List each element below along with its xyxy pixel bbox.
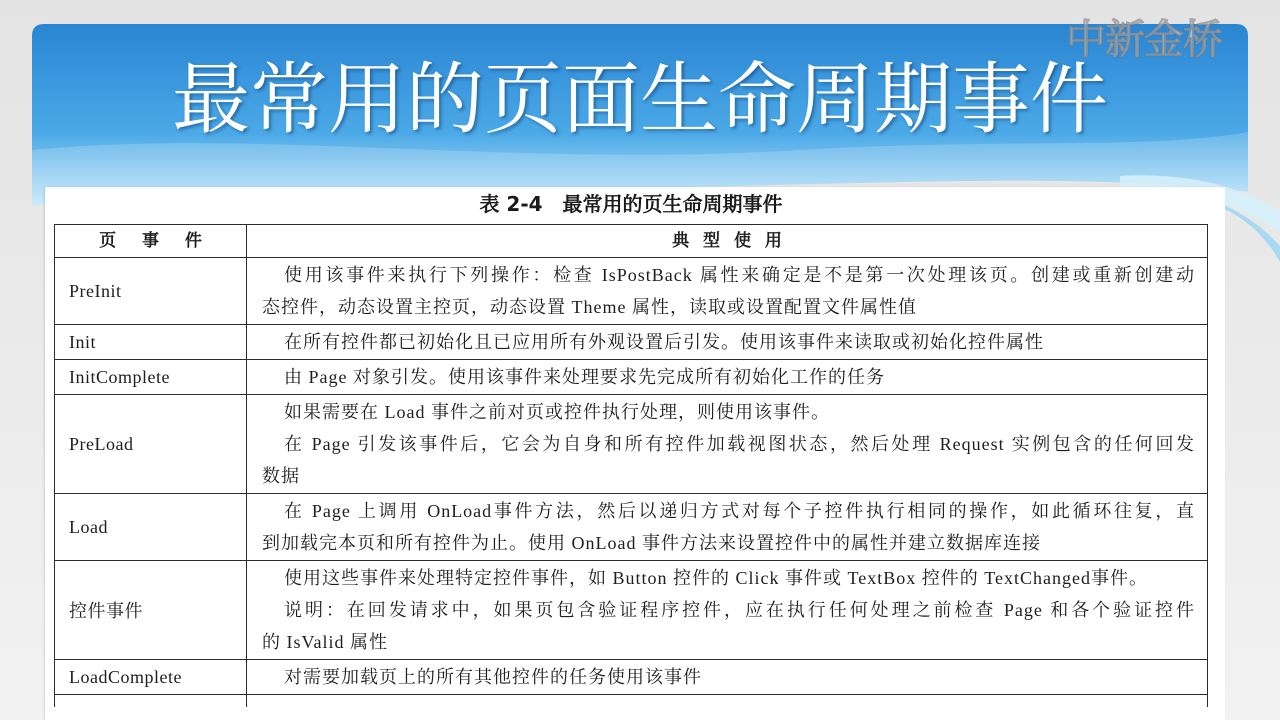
usage-line: 的 IsValid 属性 bbox=[262, 632, 388, 652]
table-header-row bbox=[55, 225, 1208, 258]
usage-cell bbox=[247, 395, 1208, 494]
usage-cell bbox=[247, 660, 1208, 695]
event-name-cell: Init bbox=[55, 325, 247, 360]
usage-line: 在所有控件都已初始化且已应用所有外观设置后引发。使用该事件来读取或初始化控件属性 bbox=[284, 332, 1044, 352]
table-row bbox=[55, 360, 1208, 395]
usage-line: 数据 bbox=[262, 466, 300, 486]
usage-cell bbox=[247, 325, 1208, 360]
usage-cell bbox=[247, 360, 1208, 395]
usage-line: 态控件，动态设置主控页，动态设置 Theme 属性，读取或设置配置文件属性值 bbox=[262, 297, 917, 317]
usage-line: 在 Page 上调用 OnLoad事件方法，然后以递归方式对每个子控件执行相同的操作，如此循环往复，直 bbox=[284, 501, 1195, 521]
table-row bbox=[55, 561, 1208, 660]
slide-title: 最常用的页面生命周期事件 bbox=[171, 56, 1108, 143]
event-name-cell: InitComplete bbox=[55, 360, 247, 395]
event-name-cell: LoadComplete bbox=[55, 660, 247, 695]
table-body bbox=[55, 225, 1208, 708]
usage-line: 说明：在回发请求中，如果页包含验证程序控件，应在执行任何处理之前检查 Page 和各个验证控件 bbox=[284, 600, 1195, 620]
watermark-logo: 中新金桥 bbox=[1066, 17, 1222, 63]
usage-line: 对需要加载页上的所有其他控件的任务使用该事件 bbox=[284, 667, 702, 687]
usage-line: 到加载完本页和所有控件为止。使用 OnLoad 事件方法来设置控件中的属性并建立数据库连接 bbox=[262, 533, 1041, 553]
table-row bbox=[55, 660, 1208, 695]
table-row bbox=[55, 325, 1208, 360]
table-caption: 表 2-4 最常用的页生命周期事件 bbox=[479, 192, 783, 216]
usage-line: 使用这些事件来处理特定控件事件，如 Button 控件的 Click 事件或 TextBox 控件的 TextChanged事件。 bbox=[284, 568, 1148, 588]
usage-cell bbox=[247, 494, 1208, 561]
table-row bbox=[55, 494, 1208, 561]
header-usage: 典 型 使 用 bbox=[247, 225, 1208, 258]
table-row bbox=[55, 258, 1208, 325]
header-event: 页 事 件 bbox=[55, 225, 247, 258]
usage-cell bbox=[247, 561, 1208, 660]
table-row bbox=[55, 395, 1208, 494]
usage-line: 在 Page 引发该事件后，它会为自身和所有控件加载视图状态，然后处理 Request 实例包含的任何回发 bbox=[284, 434, 1195, 454]
event-name-cell: PreInit bbox=[55, 258, 247, 325]
content-panel bbox=[45, 187, 1225, 720]
empty-cell bbox=[55, 695, 247, 708]
usage-cell bbox=[247, 258, 1208, 325]
table-row-continued bbox=[55, 695, 1208, 708]
event-name-cell: 控件事件 bbox=[55, 561, 247, 660]
lifecycle-table bbox=[54, 224, 1208, 707]
empty-cell bbox=[247, 695, 1208, 708]
usage-line: 由 Page 对象引发。使用该事件来处理要求先完成所有初始化工作的任务 bbox=[284, 367, 885, 387]
event-name-cell: Load bbox=[55, 494, 247, 561]
event-name-cell: PreLoad bbox=[55, 395, 247, 494]
usage-line: 如果需要在 Load 事件之前对页或控件执行处理，则使用该事件。 bbox=[284, 402, 830, 422]
usage-line: 使用该事件来执行下列操作：检查 IsPostBack 属性来确定是不是第一次处理该页。创建或重新创建动 bbox=[284, 265, 1195, 285]
